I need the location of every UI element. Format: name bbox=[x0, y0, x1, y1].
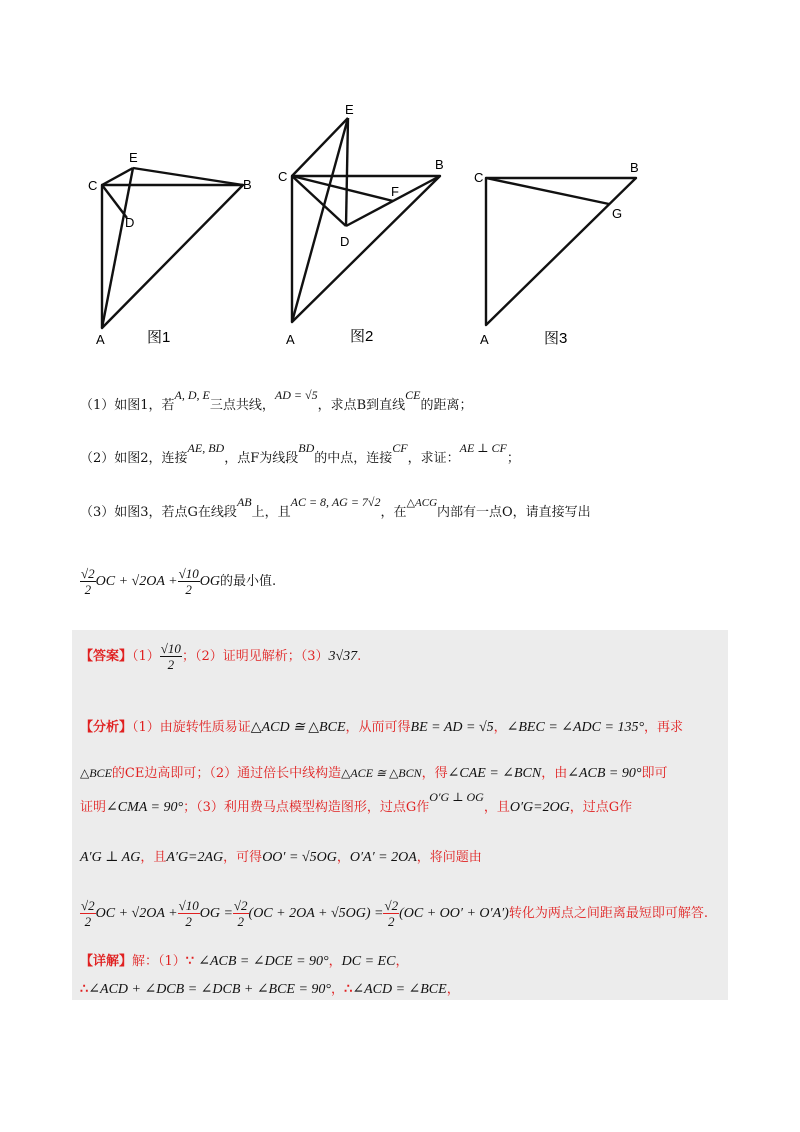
q3b-t1: OC + √2OA + bbox=[95, 574, 178, 589]
q3b-t2: OG bbox=[199, 574, 220, 589]
label-B: B bbox=[435, 157, 444, 172]
a1-m3: ∠BEC = ∠ADC = 135° bbox=[506, 720, 645, 735]
q3-ab: AB bbox=[236, 495, 252, 509]
figure-1 bbox=[85, 140, 265, 355]
numerator: √2 bbox=[384, 898, 399, 913]
question-3-expression bbox=[80, 566, 276, 597]
fraction bbox=[178, 898, 200, 929]
q2-cf: CF bbox=[392, 441, 408, 455]
fraction bbox=[80, 898, 96, 929]
q2-bd: BD bbox=[298, 441, 315, 455]
q2-suffix: ； bbox=[506, 451, 520, 466]
q2-mid2: 的中点，连接 bbox=[314, 451, 393, 466]
a5-m3: (OC + 2OA + √5OG) = bbox=[248, 906, 384, 921]
figure-3-diagram bbox=[472, 160, 652, 355]
label-E: E bbox=[345, 102, 354, 117]
fraction bbox=[80, 566, 96, 597]
numerator: √10 bbox=[160, 641, 181, 656]
answer-p1: （1） bbox=[132, 649, 160, 664]
label-E: E bbox=[129, 150, 138, 165]
label-B: B bbox=[243, 177, 252, 192]
denominator: 2 bbox=[167, 657, 175, 672]
a2-t4: 即可 bbox=[641, 766, 668, 781]
analysis-line-5 bbox=[80, 898, 708, 929]
d2-t1: ， bbox=[331, 982, 345, 997]
a3-t4: ，过点G作 bbox=[569, 800, 633, 815]
fraction bbox=[178, 566, 200, 597]
figure-3-caption: 图3 bbox=[544, 330, 568, 347]
a1-m2: BE = AD = √5 bbox=[410, 720, 494, 735]
a3-m3: O′G=2OG bbox=[509, 800, 570, 815]
a2-m2: △ACE ≅ △BCN bbox=[341, 766, 422, 780]
because-symbol: ∵ bbox=[185, 954, 195, 969]
q2-perp: AE ⊥ CF bbox=[459, 441, 507, 455]
question-1 bbox=[80, 388, 473, 413]
a3-m1: ∠CMA = 90° bbox=[106, 800, 184, 815]
label-F: F bbox=[391, 184, 399, 199]
label-A: A bbox=[286, 332, 295, 347]
a2-t2: ，得 bbox=[421, 766, 448, 781]
q3-cond: AC = 8, AG = 7√2 bbox=[290, 495, 381, 509]
label-C: C bbox=[88, 178, 98, 193]
d1-m2: DC = EC bbox=[341, 954, 396, 969]
a5-m2: OG = bbox=[199, 906, 233, 921]
denominator: 2 bbox=[84, 914, 92, 929]
label-D: D bbox=[340, 234, 350, 249]
label-A: A bbox=[96, 332, 105, 347]
q3-text: （3）如图3，若点G在线段 bbox=[80, 505, 237, 520]
a4-m2: A′G=2AG bbox=[166, 850, 224, 865]
q2-mid1: ，点F为线段 bbox=[224, 451, 299, 466]
denominator: 2 bbox=[388, 914, 395, 929]
d1-t3: ， bbox=[395, 954, 409, 969]
therefore-symbol: ∴ bbox=[80, 982, 89, 997]
figure-3 bbox=[472, 160, 652, 355]
q2-text: （2）如图2，连接 bbox=[80, 451, 188, 466]
fraction bbox=[383, 898, 399, 929]
d2-t2: ， bbox=[446, 982, 460, 997]
q3-tri: △ACG bbox=[406, 497, 438, 509]
a1-t1: （1）由旋转性质易证 bbox=[132, 720, 251, 735]
d2-m2: ∠ACD = ∠BCE bbox=[352, 982, 447, 997]
figure-1-diagram bbox=[85, 140, 265, 355]
a2-m1: △BCE bbox=[80, 766, 112, 780]
d2-m1: ∠ACD + ∠DCB = ∠DCB + ∠BCE = 90° bbox=[88, 982, 332, 997]
q1-points: A, D, E bbox=[174, 388, 210, 402]
denominator: 2 bbox=[237, 914, 244, 929]
answer-end: . bbox=[357, 649, 362, 664]
analysis-line-2 bbox=[80, 762, 667, 782]
q3-suffix: 内部有一点O，请直接写出 bbox=[437, 505, 591, 520]
a4-t4: ，将问题由 bbox=[416, 850, 482, 865]
detail-label: 【详解】 bbox=[80, 954, 133, 969]
label-C: C bbox=[278, 169, 288, 184]
q2-aebd: AE, BD bbox=[187, 441, 225, 455]
label-B: B bbox=[630, 160, 639, 175]
q1-ce: CE bbox=[405, 388, 421, 402]
question-3 bbox=[80, 495, 591, 520]
figure-2-diagram bbox=[278, 100, 458, 355]
analysis-line-3 bbox=[80, 790, 633, 816]
q1-mid: ，求点B到直线 bbox=[317, 398, 406, 413]
a1-t3: ， bbox=[493, 720, 507, 735]
label-C: C bbox=[474, 170, 484, 185]
fraction bbox=[233, 898, 249, 929]
answer-fraction bbox=[160, 641, 182, 672]
q1-text: （1）如图1，若 bbox=[80, 398, 175, 413]
d1-t2: ， bbox=[328, 954, 342, 969]
a1-t4: ，再求 bbox=[644, 720, 684, 735]
a3-t2: ；（3）利用费马点模型构造图形，过点G作 bbox=[183, 800, 430, 815]
a5-m4: (OC + OO′ + O′A′) bbox=[399, 906, 509, 921]
d1-t1: 解：（1） bbox=[132, 954, 186, 969]
answer-a3: 3√37 bbox=[328, 649, 358, 664]
a4-m1: A′G ⊥ AG bbox=[80, 850, 141, 865]
analysis-line-1 bbox=[80, 716, 683, 736]
q1-ad: AD = √5 bbox=[274, 388, 318, 402]
a3-m2: O′G ⊥ OG bbox=[429, 790, 484, 804]
a1-t2: ，从而可得 bbox=[345, 720, 411, 735]
analysis-line-4 bbox=[80, 846, 482, 866]
q1-suffix: 的距离； bbox=[420, 398, 473, 413]
therefore-symbol: ∴ bbox=[344, 982, 353, 997]
a5-m1: OC + √2OA + bbox=[95, 906, 178, 921]
a4-t3: ， bbox=[336, 850, 350, 865]
answer-line bbox=[80, 641, 361, 672]
denominator: 2 bbox=[84, 582, 92, 597]
detail-line-2 bbox=[80, 978, 460, 998]
label-G: G bbox=[612, 206, 623, 221]
question-2 bbox=[80, 441, 520, 466]
a4-m4: O′A′ = 2OA bbox=[349, 850, 417, 865]
a2-m3: ∠CAE = ∠BCN bbox=[447, 766, 542, 781]
q3-mid2: ，在 bbox=[380, 505, 407, 520]
q3-mid1: 上，且 bbox=[251, 505, 291, 520]
numerator: √2 bbox=[81, 566, 95, 581]
numerator: √2 bbox=[81, 898, 95, 913]
a3-t1: 证明 bbox=[80, 800, 107, 815]
q2-mid3: ，求证： bbox=[407, 451, 460, 466]
q3b-suffix: 的最小值. bbox=[219, 574, 277, 589]
numerator: √10 bbox=[178, 566, 199, 581]
numerator: √10 bbox=[178, 898, 199, 913]
d1-m1: ∠ACB = ∠DCE = 90° bbox=[198, 954, 329, 969]
a4-t2: ，可得 bbox=[223, 850, 263, 865]
a2-m4: ∠ACB = 90° bbox=[567, 766, 642, 781]
a3-t3: ，且 bbox=[483, 800, 510, 815]
denominator: 2 bbox=[185, 914, 192, 929]
numerator: √2 bbox=[233, 898, 248, 913]
denominator: 2 bbox=[185, 582, 192, 597]
answer-p2: ；（2）证明见解析；（3） bbox=[181, 649, 329, 664]
figure-2-caption: 图2 bbox=[350, 328, 374, 345]
a5-t1: 转化为两点之间距离最短即可解答. bbox=[508, 906, 708, 921]
detail-line-1 bbox=[80, 950, 408, 970]
a4-m3: OO′ = √5OG bbox=[262, 850, 337, 865]
label-D: D bbox=[125, 215, 135, 230]
a1-m1: △ACD ≅ △BCE bbox=[250, 720, 346, 735]
analysis-label: 【分析】 bbox=[80, 720, 133, 735]
figure-1-caption: 图1 bbox=[147, 329, 171, 346]
a2-t1: 的CE边高即可；（2）通过倍长中线构造 bbox=[111, 766, 342, 781]
label-A: A bbox=[480, 332, 489, 347]
a4-t1: ，且 bbox=[140, 850, 167, 865]
answer-label: 【答案】 bbox=[80, 649, 133, 664]
a2-t3: ，由 bbox=[541, 766, 568, 781]
figure-2 bbox=[278, 100, 458, 355]
q1-collinear: 三点共线， bbox=[209, 398, 275, 413]
